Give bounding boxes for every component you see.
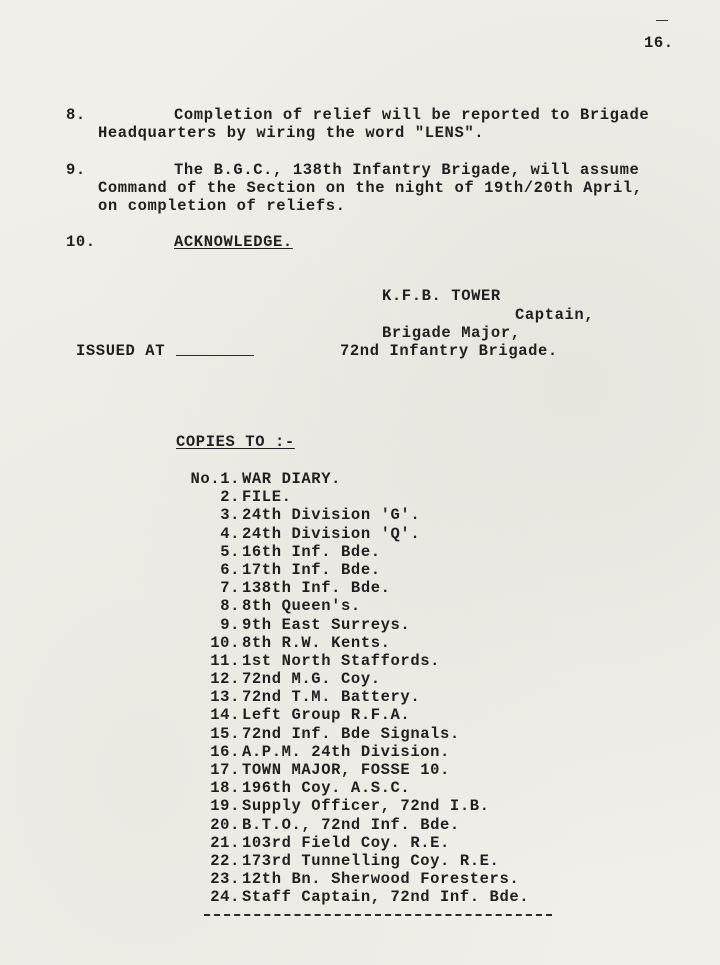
signature-name: K.F.B. TOWER xyxy=(382,287,501,305)
distribution-item-number: 3. xyxy=(220,506,240,525)
distribution-item-number: No.1. xyxy=(190,470,240,488)
paragraph-8-line-2: Headquarters by wiring the word "LENS". xyxy=(98,124,485,142)
distribution-item-recipient: 16th Inf. Bde. xyxy=(242,542,381,561)
distribution-item-number: 4. xyxy=(220,524,240,543)
distribution-item-number: 9. xyxy=(220,615,240,634)
signature-rank: Captain, xyxy=(515,306,595,324)
distribution-item-number: 15. xyxy=(210,724,240,743)
signature-unit: 72nd Infantry Brigade. xyxy=(340,342,558,360)
distribution-item-recipient: Supply Officer, 72nd I.B. xyxy=(242,797,490,816)
distribution-item-number: 2. xyxy=(220,488,240,507)
paragraph-9-line-3: on completion of reliefs. xyxy=(98,197,346,215)
distribution-item-recipient: 9th East Surreys. xyxy=(242,615,411,634)
distribution-item-number: 5. xyxy=(220,542,240,561)
distribution-item-recipient: FILE. xyxy=(242,488,292,507)
distribution-item-number: 24. xyxy=(210,888,240,907)
distribution-item-recipient: 72nd M.G. Coy. xyxy=(242,670,381,689)
copies-heading: COPIES TO :- xyxy=(176,433,295,451)
distribution-item-number: 21. xyxy=(210,833,240,852)
signature-role: Brigade Major, xyxy=(382,324,521,342)
paragraph-8-line-1: Completion of relief will be reported to Brigade xyxy=(174,106,650,124)
distribution-item-recipient: 24th Division 'G'. xyxy=(242,506,421,525)
distribution-item-recipient: 196th Coy. A.S.C. xyxy=(242,779,411,798)
distribution-item-recipient: 24th Division 'Q'. xyxy=(242,524,421,543)
issued-at-label: ISSUED AT xyxy=(76,342,166,360)
distribution-item-recipient: TOWN MAJOR, FOSSE 10. xyxy=(242,761,450,779)
distribution-item-number: 16. xyxy=(210,742,240,761)
paragraph-9-number: 9. xyxy=(66,161,86,179)
distribution-item-number: 19. xyxy=(210,797,240,816)
distribution-item-recipient: 72nd T.M. Battery. xyxy=(242,688,421,707)
distribution-item-recipient: 8th R.W. Kents. xyxy=(242,633,391,652)
distribution-item-number: 12. xyxy=(210,670,240,689)
acknowledge-heading: ACKNOWLEDGE. xyxy=(174,233,293,251)
distribution-item-number: 7. xyxy=(220,579,240,598)
distribution-item-recipient: 1st North Staffords. xyxy=(242,651,441,670)
closing-dashed-rule xyxy=(204,914,552,916)
distribution-item-recipient: 72nd Inf. Bde Signals. xyxy=(242,724,460,743)
distribution-item-recipient: A.P.M. 24th Division. xyxy=(242,742,450,761)
distribution-item-number: 13. xyxy=(210,688,240,707)
distribution-item-number: 14. xyxy=(210,706,240,725)
distribution-item-number: 23. xyxy=(210,870,240,889)
distribution-item-number: 8. xyxy=(220,597,240,616)
paragraph-9-line-2: Command of the Section on the night of 19th/20th April, xyxy=(98,179,643,197)
distribution-item-recipient: 12th Bn. Sherwood Foresters. xyxy=(242,870,520,889)
corner-mark xyxy=(656,20,668,21)
distribution-item-recipient: Staff Captain, 72nd Inf. Bde. xyxy=(242,888,530,907)
distribution-item-number: 22. xyxy=(210,851,240,870)
paragraph-8-number: 8. xyxy=(66,106,86,124)
distribution-item-recipient: 173rd Tunnelling Coy. R.E. xyxy=(242,851,500,870)
paragraph-9-line-1: The B.G.C., 138th Infantry Brigade, will assume xyxy=(174,161,640,179)
distribution-item-recipient: B.T.O., 72nd Inf. Bde. xyxy=(242,815,460,834)
distribution-item-number: 17. xyxy=(210,761,240,779)
distribution-item-number: 11. xyxy=(210,651,240,670)
distribution-item-recipient: 8th Queen's. xyxy=(242,597,361,616)
distribution-item-recipient: WAR DIARY. xyxy=(242,470,342,488)
paragraph-10-number: 10. xyxy=(66,233,96,251)
page-number: 16. xyxy=(644,34,674,52)
issued-at-blank-line xyxy=(176,355,254,356)
distribution-item-recipient: Left Group R.F.A. xyxy=(242,706,411,725)
distribution-item-number: 20. xyxy=(210,815,240,834)
distribution-item-number: 6. xyxy=(220,560,240,579)
distribution-item-recipient: 138th Inf. Bde. xyxy=(242,579,391,598)
distribution-item-recipient: 103rd Field Coy. R.E. xyxy=(242,833,450,852)
distribution-item-number: 18. xyxy=(210,779,240,798)
distribution-item-number: 10. xyxy=(210,633,240,652)
distribution-item-recipient: 17th Inf. Bde. xyxy=(242,560,381,579)
